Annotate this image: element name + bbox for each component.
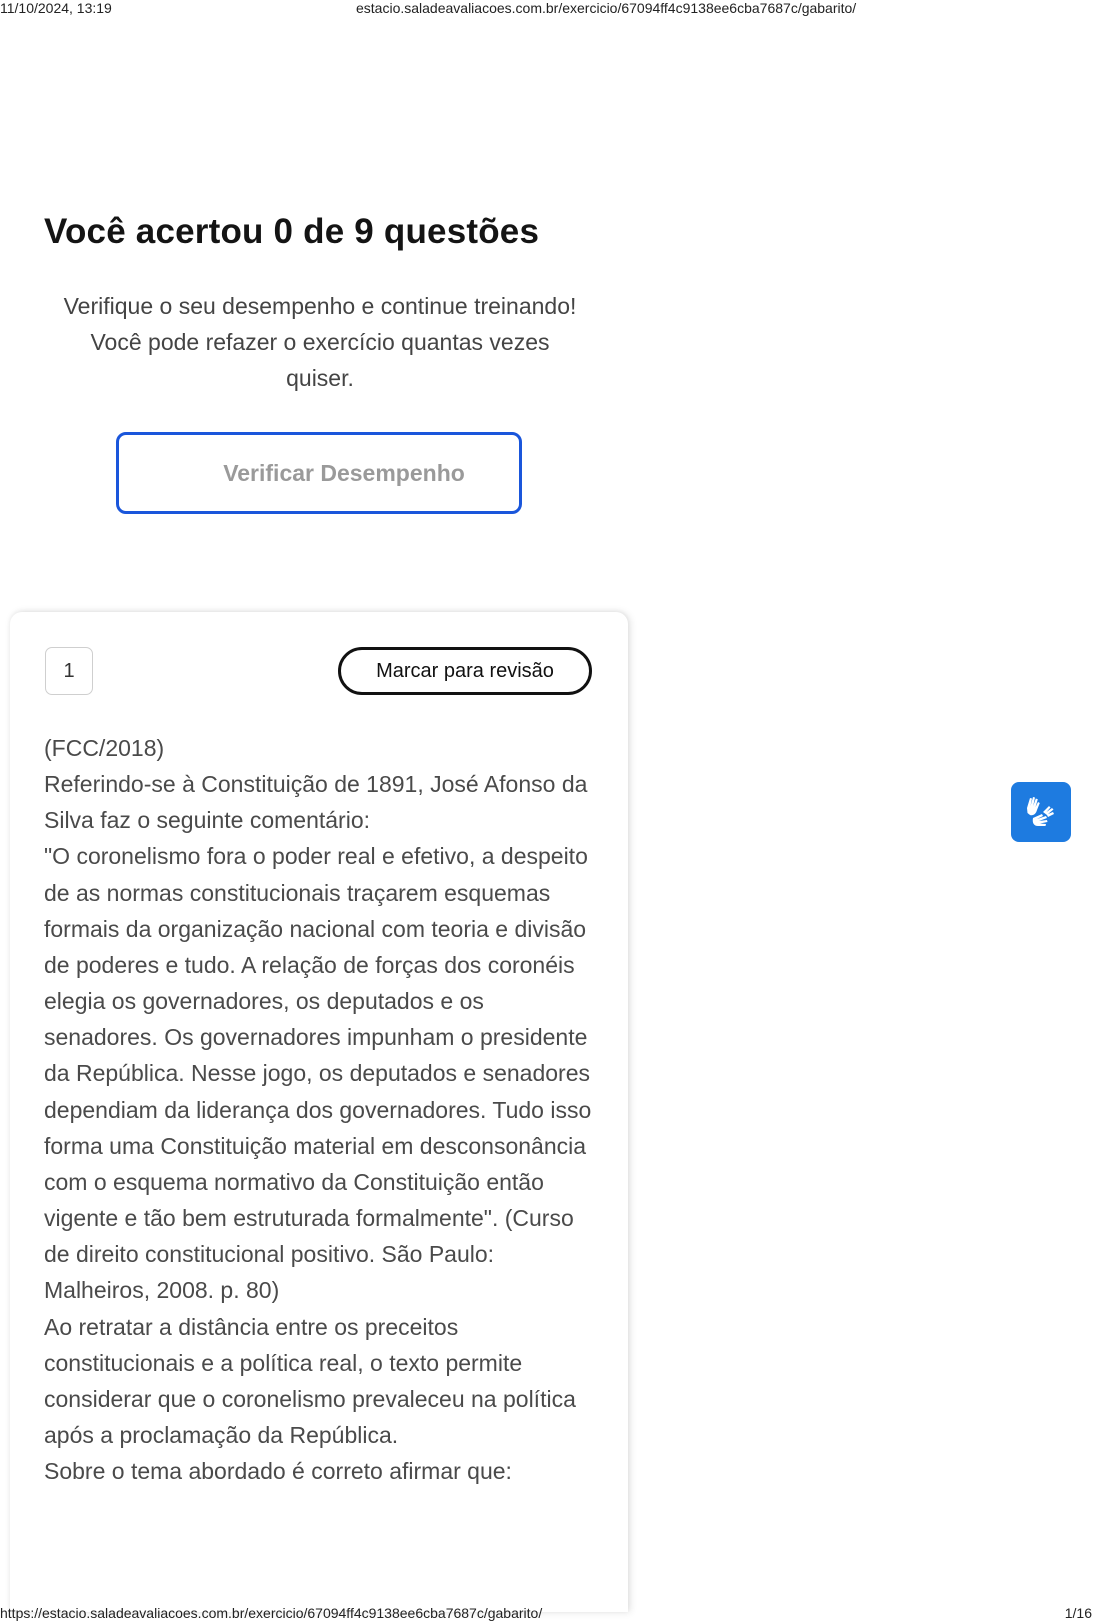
- result-title: Você acertou 0 de 9 questões: [44, 212, 540, 251]
- question-intro: Referindo-se à Constituição de 1891, José Afonso da Silva faz o seguinte comentário:: [44, 771, 588, 834]
- print-header-datetime: 11/10/2024, 13:19: [0, 0, 112, 16]
- libras-accessibility-button[interactable]: [1011, 782, 1071, 842]
- question-card: [10, 612, 628, 1612]
- print-footer-page: 1/16: [1064, 1605, 1092, 1621]
- question-number-badge: 1: [45, 647, 93, 695]
- question-statement: [44, 730, 604, 1489]
- question-source: (FCC/2018): [44, 735, 165, 761]
- question-prompt: Sobre o tema abordado é correto afirmar que:: [44, 1458, 512, 1485]
- result-subtitle: Verifique o seu desempenho e continue treinando! Você pode refazer o exercício quantas vezes quiser.: [63, 293, 577, 391]
- print-header-url: estacio.saladeavaliacoes.com.br/exercicio/67094ff4c9138ee6cba7687c/gabarito/: [356, 0, 857, 16]
- verify-performance-button[interactable]: Verificar Desempenho: [116, 432, 522, 514]
- question-context: Ao retratar a distância entre os preceitos constitucionais e a política real, o texto permite considerar que o coronelismo prevaleceu na política após a proclamação da República.: [44, 1313, 576, 1448]
- mark-for-review-button[interactable]: Marcar para revisão: [338, 647, 592, 695]
- print-footer-url: https://estacio.saladeavaliacoes.com.br/exercicio/67094ff4c9138ee6cba7687c/gabarito/: [0, 1605, 543, 1621]
- question-quote: "O coronelismo fora o poder real e efetivo, a despeito de as normas constitucionais traçarem esquemas formais da organização nacional com teoria e divisão de poderes e tudo. A relação de forças dos coronéis elegia os governadores, os deputados e os senadores. Os governadores impunham o presidente da República. Nesse jogo, os deputados e senadores dependiam da liderança dos governadores. Tudo isso forma uma Constituição material em desconsonância com o esquema normativo da Constituição então vigente e tão bem estruturada formalmente". (Curso de direito constitucional positivo. São Paulo: Malheiros, 2008. p. 80): [44, 843, 592, 1304]
- sign-language-hands-icon: [1021, 792, 1061, 832]
